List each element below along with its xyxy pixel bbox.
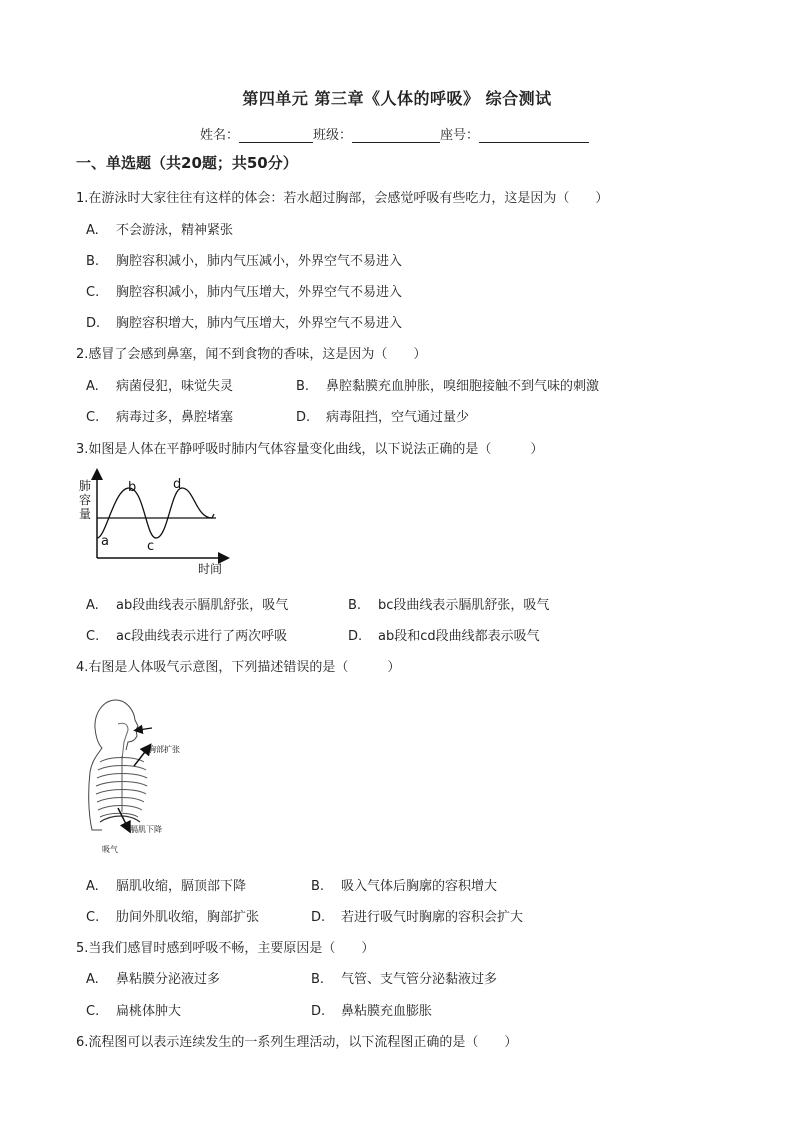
option-text: 扁桃体肿大 (116, 1004, 182, 1019)
inhalation-diagram-figure (80, 690, 210, 860)
q5-option-d (311, 1000, 432, 1019)
option-letter: D. (86, 316, 101, 331)
q2-option-d (296, 406, 469, 425)
body-outline (89, 700, 116, 830)
option-text: 胸腔容积减小，肺内气压减小，外界空气不易进入 (116, 254, 403, 269)
class-label: 班级： (313, 128, 353, 143)
q4-option-a (86, 875, 246, 894)
option-letter: B. (348, 598, 362, 613)
q1-option-c (86, 281, 402, 300)
q5-option-c (86, 1000, 181, 1019)
option-letter: D. (296, 410, 311, 425)
q3-option-d (348, 625, 540, 644)
label-chest-expansion: 胸部扩张 (148, 745, 180, 754)
point-label-a: a (101, 534, 109, 549)
air-inflow-arrow (138, 728, 152, 730)
option-text: 肋间外肌收缩，胸部扩张 (116, 910, 260, 925)
option-letter: A. (86, 879, 99, 894)
option-text: 鼻粘膜充血膨胀 (341, 1004, 433, 1019)
name-blank[interactable] (239, 128, 313, 143)
diaphragm-line (100, 816, 140, 822)
option-text: 若进行吸气时胸廓的容积会扩大 (341, 910, 524, 925)
option-text: 气管、支气管分泌黏液过多 (341, 972, 498, 987)
option-letter: C. (86, 285, 100, 300)
question-2-stem: 2.感冒了会感到鼻塞，闻不到食物的香味，这是因为（ ） (76, 347, 427, 362)
option-text: ab段和cd段曲线都表示吸气 (378, 629, 540, 644)
q3-option-a (86, 594, 288, 613)
q2-option-a (86, 375, 233, 394)
option-text: 胸腔容积增大，肺内气压增大，外界空气不易进入 (116, 316, 403, 331)
option-text: 鼻粘膜分泌液过多 (116, 972, 221, 987)
question-1-stem: 1.在游泳时大家往往有这样的体会：若水超过胸部，会感觉呼吸有些吃力，这是因为（ ） (76, 191, 609, 206)
diaphragm-down-arrow (118, 808, 128, 828)
option-letter: A. (86, 598, 99, 613)
option-letter: B. (86, 254, 100, 269)
x-axis-label: 时间 (198, 562, 223, 576)
q1-option-a (86, 219, 233, 238)
question-5-stem: 5.当我们感冒时感到呼吸不畅，主要原因是（ ） (76, 941, 375, 956)
option-text: 吸入气体后胸廓的容积增大 (341, 879, 498, 894)
y-label-char-2: 容 (79, 493, 92, 507)
label-diaphragm-descend: 膈肌下降 (130, 825, 162, 834)
option-text: 病毒过多，鼻腔堵塞 (116, 410, 234, 425)
point-label-c: c (147, 539, 155, 554)
section-heading: 一、单选题（共20题；共50分） (76, 154, 298, 172)
option-letter: D. (311, 1004, 326, 1019)
option-letter: B. (311, 879, 325, 894)
option-letter: A. (86, 223, 99, 238)
option-text: bc段曲线表示膈肌舒张，吸气 (378, 598, 550, 613)
option-letter: C. (86, 910, 100, 925)
student-info-line (200, 124, 589, 143)
seat-blank[interactable] (479, 128, 589, 143)
page-title: 第四单元 第三章《人体的呼吸》 综合测试 (242, 89, 552, 108)
q4-option-b (311, 875, 497, 894)
lung-volume-curve-figure (76, 466, 236, 581)
option-text: ab段曲线表示膈肌舒张，吸气 (116, 598, 289, 613)
option-text: 不会游泳，精神紧张 (116, 223, 234, 238)
q1-option-b (86, 250, 402, 269)
y-label-char-3: 量 (79, 507, 92, 521)
question-6-stem: 6.流程图可以表示连续发生的一系列生理活动，以下流程图正确的是（ ） (76, 1035, 518, 1050)
option-letter: C. (86, 410, 100, 425)
q2-option-c (86, 406, 233, 425)
question-4-stem: 4.右图是人体吸气示意图，下列描述错误的是（ ） (76, 660, 401, 675)
option-letter: D. (348, 629, 363, 644)
q1-option-d (86, 312, 402, 331)
option-text: ac段曲线表示进行了两次呼吸 (116, 629, 288, 644)
option-letter: B. (296, 379, 310, 394)
option-text: 胸腔容积减小，肺内气压增大，外界空气不易进入 (116, 285, 403, 300)
q5-option-a (86, 968, 220, 987)
option-letter: D. (311, 910, 326, 925)
option-letter: C. (86, 1004, 100, 1019)
point-label-d: d (173, 477, 182, 492)
label-inhale: 吸气 (102, 845, 118, 854)
option-letter: C. (86, 629, 100, 644)
point-label-b: b (128, 480, 137, 495)
q2-option-b (296, 375, 599, 394)
rib-cage (96, 756, 147, 817)
class-blank[interactable] (352, 128, 440, 143)
option-text: 病菌侵犯，味觉失灵 (116, 379, 234, 394)
seat-label: 座号： (440, 128, 480, 143)
y-label-char-1: 肺 (79, 479, 92, 493)
q4-option-c (86, 906, 259, 925)
option-text: 病毒阻挡，空气通过量少 (326, 410, 470, 425)
option-letter: A. (86, 379, 99, 394)
q3-option-c (86, 625, 287, 644)
lung-volume-curve (97, 488, 214, 538)
option-letter: A. (86, 972, 99, 987)
question-3-stem: 3.如图是人体在平静呼吸时肺内气体容量变化曲线，以下说法正确的是（ ） (76, 442, 544, 457)
option-text: 膈肌收缩，膈顶部下降 (116, 879, 247, 894)
q4-option-d (311, 906, 523, 925)
q5-option-b (311, 968, 497, 987)
option-text: 鼻腔黏膜充血肿胀，嗅细胞接触不到气味的刺激 (326, 379, 600, 394)
option-letter: B. (311, 972, 325, 987)
q3-option-b (348, 594, 549, 613)
airway (118, 723, 128, 760)
name-label: 姓名： (200, 128, 240, 143)
chest-expansion-arrow (134, 748, 148, 766)
